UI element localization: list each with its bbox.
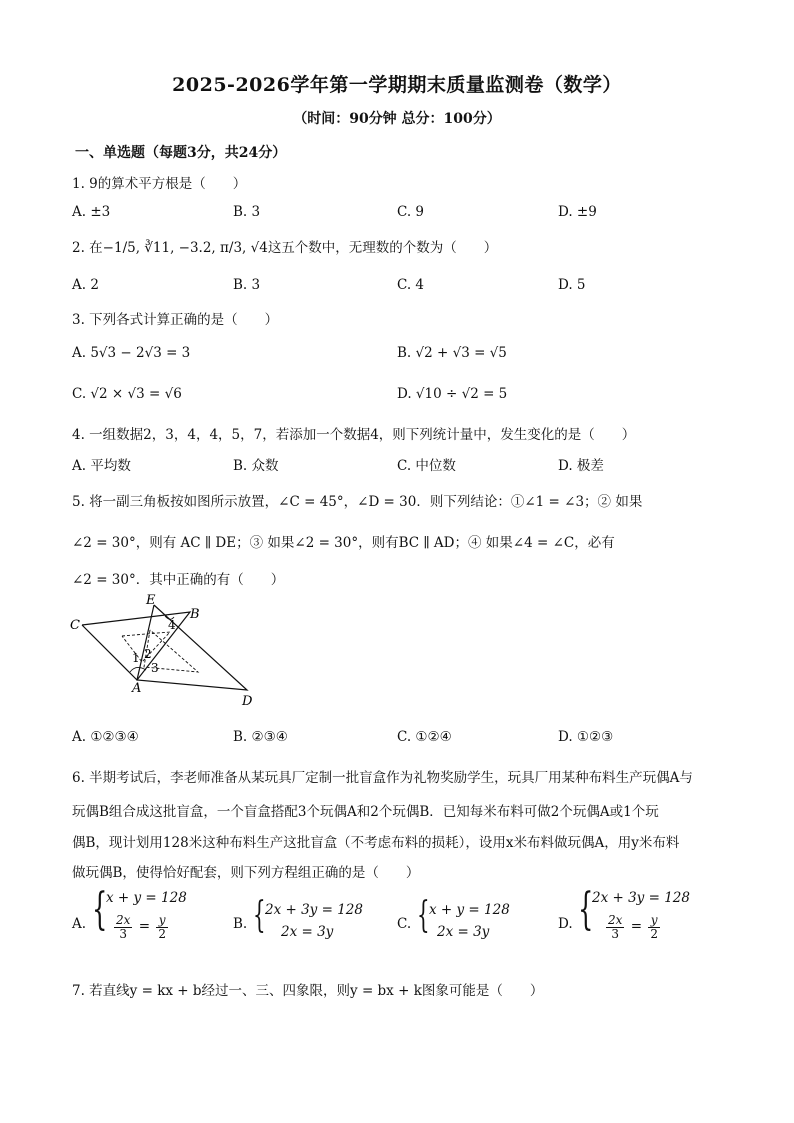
q1-option-a: A. ±3 (72, 204, 111, 220)
q3-option-d: D. √10 ÷ √2 = 5 (397, 386, 508, 402)
q6-option-c-system (417, 895, 527, 948)
question-6-line-4: 做玩偶B，使得恰好配套，则下列方程组正确的是（ ） (72, 865, 420, 881)
q1-option-b: B. 3 (233, 204, 261, 220)
q3-option-a: A. 5√3 − 2√3 = 3 (72, 345, 191, 361)
angle-label-4: 4 (168, 618, 176, 632)
q6-b-eq1: 2x + 3y = 128 (265, 902, 363, 918)
q6-option-b-system (253, 895, 373, 948)
angle-label-2: 2 (144, 647, 152, 661)
q6-option-d-system (578, 884, 698, 958)
q2-option-d: D. 5 (558, 277, 586, 293)
question-4-stem: 4. 一组数据2，3，4，4，5，7，若添加一个数据4，则下列统计量中，发生变化的是（ ） (72, 427, 636, 443)
q3-option-c: C. √2 × √3 = √6 (72, 386, 182, 402)
question-5-line-1: 5. 将一副三角板按如图所示放置，∠C = 45°，∠D = 30．则下列结论：①∠1 = ∠3；② 如果 (72, 494, 643, 510)
question-2-stem (72, 236, 497, 256)
q1-option-d: D. ±9 (558, 204, 597, 220)
brace-icon: { (578, 884, 594, 935)
q5-option-c: C. ①②④ (397, 729, 452, 745)
q2-option-b: B. 3 (233, 277, 261, 293)
vertex-label-b: B (190, 607, 200, 622)
vertex-label-a: A (132, 681, 142, 696)
exam-info: （时间：90分钟 总分：100分） (293, 111, 501, 127)
question-5-line-3: ∠2 = 30°．其中正确的有（ ） (72, 572, 285, 588)
q5-option-b: B. ②③④ (233, 729, 288, 745)
q6-option-a-system (92, 884, 202, 958)
vertex-label-e: E (146, 593, 156, 608)
brace-icon: { (92, 884, 108, 935)
q4-option-b: B. 众数 (233, 458, 279, 474)
q4-option-a: A. 平均数 (72, 458, 131, 474)
question-5-line-2: ∠2 = 30°，则有 AC ∥ DE；③ 如果∠2 = 30°，则有BC ∥ AD；④ 如果∠4 = ∠C，必有 (72, 535, 615, 551)
question-6-line-1: 6. 半期考试后，李老师准备从某玩具厂定制一批盲盒作为礼物奖励学生，玩具厂用某种布料生产玩偶A与 (72, 770, 693, 786)
q6-option-b-label: B. (233, 916, 248, 932)
question-6-line-2: 玩偶B组合成这批盲盒，一个盲盒搭配3个玩偶A和2个玩偶B．已知每米布料可做2个玩偶A或1个玩 (72, 804, 659, 820)
q1-option-c: C. 9 (397, 204, 425, 220)
q2-numbers: −1/5, ∛11, −3.2, π/3, √4 (102, 240, 268, 256)
question-6-line-3: 偶B，现计划用128米这种布料生产这批盲盒（不考虑布料的损耗），设用x米布料做玩偶A，用y米布料 (72, 835, 680, 851)
q6-a-eq2: $\frac{2x}{3}$ = $\frac{y}{2}$ (116, 913, 166, 941)
angle-label-3: 3 (151, 661, 159, 675)
vertex-label-c: C (70, 618, 80, 633)
q2-option-a: A. 2 (72, 277, 99, 293)
q6-d-eq2: $\frac{2x}{3}$ = $\frac{y}{2}$ (608, 913, 658, 941)
brace-icon: { (417, 895, 430, 936)
q2-prefix: 2. 在 (72, 240, 103, 256)
page-title: 2025-2026学年第一学期期末质量监测卷（数学） (172, 74, 622, 96)
question-1-stem: 1. 9的算术平方根是（ ） (72, 176, 247, 192)
q5-option-d: D. ①②③ (558, 729, 614, 745)
q2-suffix: 这五个数中，无理数的个数为（ ） (267, 240, 498, 256)
q6-option-d-label: D. (558, 916, 573, 932)
brace-icon: { (253, 895, 266, 936)
q5-option-a: A. ①②③④ (72, 729, 139, 745)
q2-option-c: C. 4 (397, 277, 425, 293)
q4-option-d: D. 极差 (558, 458, 604, 474)
q6-d-eq1: 2x + 3y = 128 (592, 890, 690, 906)
q6-option-c-label: C. (397, 916, 412, 932)
angle-label-1: 1 (132, 651, 140, 665)
triangle-figure (62, 592, 272, 712)
q6-b-eq2: 2x = 3y (281, 924, 334, 940)
section-heading: 一、单选题（每题3分，共24分） (75, 145, 287, 161)
question-3-stem: 3. 下列各式计算正确的是（ ） (72, 312, 279, 328)
q3-option-b: B. √2 + √3 = √5 (397, 345, 507, 361)
q4-option-c: C. 中位数 (397, 458, 456, 474)
q6-c-eq2: 2x = 3y (437, 924, 490, 940)
q6-option-a-label: A. (72, 916, 87, 932)
vertex-label-d: D (242, 694, 253, 709)
q6-a-eq1: x + y = 128 (106, 890, 187, 906)
question-7-stem: 7. 若直线y = kx + b经过一、三、四象限，则y = bx + k图象可能是（ ） (72, 983, 544, 999)
q6-c-eq1: x + y = 128 (429, 902, 510, 918)
